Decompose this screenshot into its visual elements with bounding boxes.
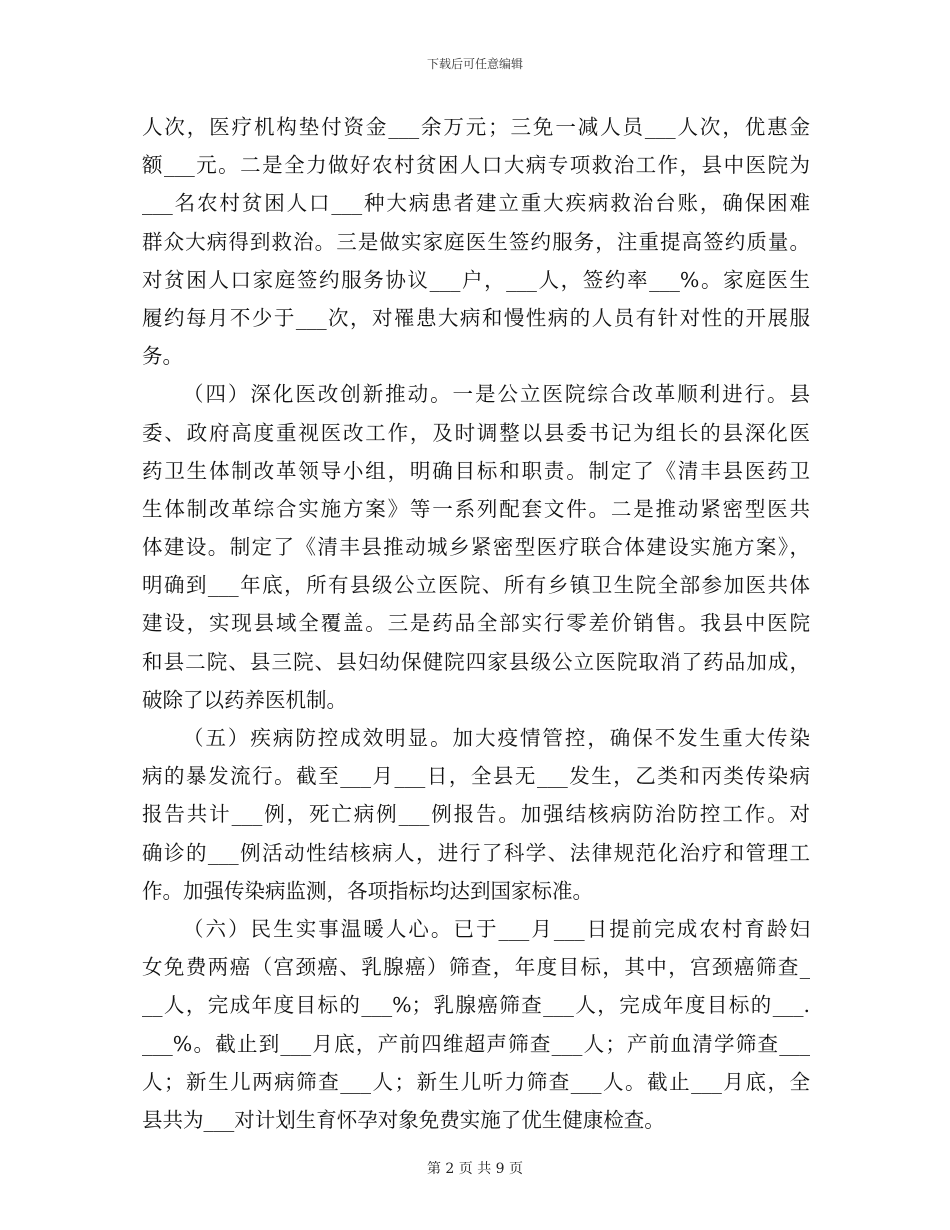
text-line: 明确到___年底，所有县级公立医院、所有乡镇卫生院全部参加医共体: [142, 573, 810, 598]
text-line: 务。: [142, 344, 183, 369]
text-line: 履约每月不少于___次，对罹患大病和慢性病的人员有针对性的开展服: [142, 305, 810, 330]
text-line: 建设，实现县域全覆盖。三是药品全部实行零差价销售。我县中医院: [142, 611, 810, 636]
text-line: 作。加强传染病监测，各项指标均达到国家标准。: [142, 878, 593, 903]
text-line: （六）民生实事温暖人心。已于___月___日提前完成农村育龄妇: [183, 916, 810, 941]
text-line: （四）深化医改创新推动。一是公立医院综合改革顺利进行。县: [183, 382, 810, 407]
page-header: 下载后可任意编辑: [426, 57, 523, 71]
text-line: 药卫生体制改革领导小组，明确目标和职责。制定了《清丰县医药卫: [142, 458, 810, 483]
page-footer: 第 2 页 共 9 页: [426, 1161, 524, 1177]
text-line: ___%。截止到___月底，产前四维超声筛查___人；产前血清学筛查___: [142, 1031, 810, 1056]
text-line: 额___元。二是全力做好农村贫困人口大病专项救治工作，县中医院为: [142, 153, 810, 178]
text-line: 病的暴发流行。截至___月___日，全县无___发生，乙类和丙类传染病: [142, 764, 810, 789]
text-line: 女免费两癌（宫颈癌、乳腺癌）筛查，年度目标，其中，宫颈癌筛查_: [142, 955, 810, 980]
paragraph: [142, 719, 810, 910]
paragraph: [142, 108, 810, 375]
paragraph: [142, 910, 810, 1139]
text-line: 人次，医疗机构垫付资金___余万元；三免一减人员___人次，优惠金: [142, 115, 810, 139]
text-line: 体建设。制定了《清丰县推动城乡紧密型医疗联合体建设实施方案》，: [142, 535, 810, 560]
text-line: 和县二院、县三院、县妇幼保健院四家县级公立医院取消了药品加成，: [142, 649, 810, 674]
text-line: __人，完成年度目标的___%；乳腺癌筛查___人，完成年度目标的___.: [142, 993, 810, 1018]
paragraph: [142, 375, 810, 719]
text-line: 生体制改革综合实施方案》等一系列配套文件。二是推动紧密型医共: [142, 496, 810, 521]
text-line: 群众大病得到救治。三是做实家庭医生签约服务，注重提高签约质量。: [142, 229, 810, 254]
text-line: ___名农村贫困人口___种大病患者建立重大疾病救治台账，确保困难: [142, 191, 810, 216]
text-line: 破除了以药养医机制。: [142, 687, 347, 712]
text-line: 人；新生儿两病筛查___人；新生儿听力筛查___人。截止___月底，全: [142, 1069, 810, 1094]
text-line: （五）疾病防控成效明显。加大疫情管控，确保不发生重大传染: [183, 726, 810, 750]
text-line: 县共为___对计划生育怀孕对象免费实施了优生健康检查。: [142, 1107, 665, 1132]
text-line: 对贫困人口家庭签约服务协议___户，___人，签约率___%。家庭医生: [142, 267, 810, 292]
text-line: 委、政府高度重视医改工作，及时调整以县委书记为组长的县深化医: [142, 420, 810, 445]
text-line: 报告共计___例，死亡病例___例报告。加强结核病防治防控工作。对: [142, 802, 810, 827]
document-body: [142, 108, 810, 1139]
text-line: 确诊的___例活动性结核病人，进行了科学、法律规范化治疗和管理工: [142, 840, 810, 865]
